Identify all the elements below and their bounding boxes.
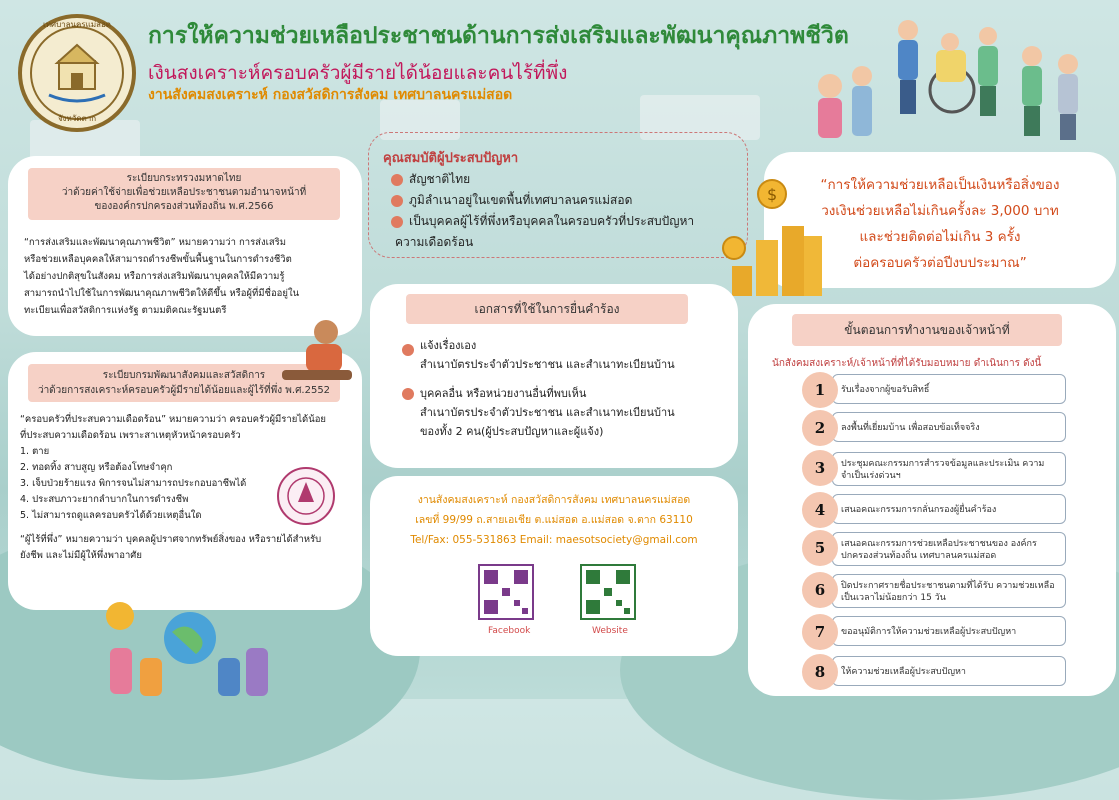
regulation-dsdw-card <box>8 352 362 610</box>
coin-stacks-illustration <box>712 176 824 306</box>
procedure-step-number: 4 <box>802 492 838 528</box>
procedure-step-text: ให้ความช่วยเหลือผู้ประสบปัญหา <box>832 656 1066 686</box>
bullet-icon <box>402 388 414 400</box>
svg-text:$: $ <box>767 185 778 204</box>
contact-text <box>370 490 738 550</box>
procedure-step-number: 7 <box>802 614 838 650</box>
ministry-emblem-icon <box>274 464 338 528</box>
procedure-step-number: 2 <box>802 410 838 446</box>
qr-code-icon <box>480 566 532 618</box>
required-documents-list <box>402 336 675 441</box>
page-title: การให้ความช่วยเหลือประชาชนด้านการส่งเสริมและพัฒนาคุณภาพชีวิต <box>148 23 849 49</box>
document-item-body: สำเนาบัตรประจำตัวประชาชน และสำเนาทะเบียนบ้าน <box>420 406 675 419</box>
procedure-title: ขั้นตอนการทำงานของเจ้าหน้าที่ <box>792 314 1062 346</box>
qualification-text: เป็นบุคคลผู้ไร้ที่พึ่งหรือบุคคลในครอบครัวที่ประสบปัญหา <box>409 214 695 228</box>
earth-care-illustration <box>100 598 280 698</box>
website-qr-label: Website <box>592 626 628 636</box>
cause-item: 1. ตาย <box>20 446 50 457</box>
cause-item: 5. ไม่สามารถดูแลครอบครัวได้ด้วยเหตุอื่นใด <box>20 510 202 521</box>
regulation-moi-body-line: สามารถนำไปใช้ในการพัฒนาคุณภาพชีวิตให้ดีขึ้น หรือผู้ที่มีชื่ออยู่ใน <box>24 288 300 299</box>
cause-item: 2. ทอดทิ้ง สาบสูญ หรือต้องโทษจำคุก <box>20 462 173 473</box>
procedure-step-text: ลงพื้นที่เยี่ยมบ้าน เพื่อสอบข้อเท็จจริง <box>832 412 1066 442</box>
regulation-moi-body <box>24 234 354 319</box>
qualification-text: สัญชาติไทย <box>409 172 471 186</box>
qualification-item <box>391 190 694 211</box>
regulation-moi-title-line3: ขององค์กรปกครองส่วนท้องถิ่น พ.ศ.2566 <box>94 201 274 212</box>
qr-code-icon <box>582 566 634 618</box>
qualification-item <box>391 211 694 232</box>
qualification-text: ภูมิลำเนาอยู่ในเขตพื้นที่เทศบาลนครแม่สอด <box>409 193 633 207</box>
contact-address: เลขที่ 99/99 ถ.สายเอเชีย ต.แม่สอด อ.แม่สอด จ.ตาก 63110 <box>415 514 693 526</box>
procedure-step-text: ประชุมคณะกรรมการสำรวจข้อมูลและประเมิน ความจำเป็นเร่งด่วนฯ <box>832 452 1066 486</box>
contact-phone-email: Tel/Fax: 055-531863 Email: maesotsociety@gmail.com <box>410 534 698 546</box>
assistance-limit-line: และช่วยติดต่อไม่เกิน 3 ครั้ง <box>859 229 1021 245</box>
assistance-limit-line: ต่อครอบครัวต่อปีงบประมาณ” <box>853 255 1027 271</box>
regulation-dsdw-intro-line: ที่ประสบความเดือดร้อน เพราะสาเหตุหัวหน้าครอบครัว <box>20 430 241 441</box>
document-item-body: สำเนาบัตรประจำตัวประชาชน และสำเนาทะเบียนบ้าน <box>420 358 675 371</box>
document-item <box>402 336 675 355</box>
bullet-icon <box>391 216 403 228</box>
assistance-limit-line: “การให้ความช่วยเหลือเป็นเงินหรือสิ่งของ <box>820 177 1060 193</box>
regulation-dsdw-intro-line: “ครอบครัวที่ประสบความเดือดร้อน” หมายความว่า ครอบครัวผู้มีรายได้น้อย <box>20 414 326 425</box>
facebook-qr-code[interactable] <box>478 564 534 620</box>
document-item-body: ของทั้ง 2 คน(ผู้ประสบปัญหาและผู้แจ้ง) <box>420 425 604 438</box>
regulation-moi-body-line: ทะเบียนเพื่อสวัสดิการแห่งรัฐ ตามมติคณะรัฐมนตรี <box>24 305 227 316</box>
regulation-moi-body-line: “การส่งเสริมและพัฒนาคุณภาพชีวิต” หมายความว่า การส่งเสริม <box>24 237 287 248</box>
regulation-dsdw-footer-line: “ผู้ไร้ที่พึ่ง” หมายความว่า บุคคลผู้ปราศจากทรัพย์สิ่งของ หรือรายได้สำหรับ <box>20 534 322 545</box>
document-item <box>402 384 675 403</box>
procedure-step-number: 3 <box>802 450 838 486</box>
qualification-text-cont: ความเดือดร้อน <box>395 235 474 249</box>
regulation-dsdw-title-line1: ระเบียบกรมพัฒนาสังคมและสวัสดิการ <box>102 370 266 381</box>
contact-card <box>370 476 738 656</box>
regulation-moi-title-line1: ระเบียบกระทรวงมหาดไทย <box>126 173 242 184</box>
required-documents-title: เอกสารที่ใช้ในการยื่นคำร้อง <box>406 294 688 324</box>
facebook-qr-label: Facebook <box>488 626 531 636</box>
bullet-icon <box>391 195 403 207</box>
cause-item: 3. เจ็บป่วยร้ายแรง พิการจนไม่สามารถประกอบอาชีพได้ <box>20 478 247 489</box>
procedure-subtitle: นักสังคมสงเคราะห์/เจ้าหน้าที่ที่ได้รับมอบหมาย ดำเนินการ ดังนี้ <box>772 358 1042 369</box>
cause-item: 4. ประสบภาวะยากลำบากในการดำรงชีพ <box>20 494 189 505</box>
assistance-limit-line: วงเงินช่วยเหลือไม่เกินครั้งละ 3,000 บาท <box>821 203 1059 219</box>
procedure-step-number: 1 <box>802 372 838 408</box>
document-item-head: แจ้งเรื่องเอง <box>420 339 477 352</box>
page-subtitle: เงินสงเคราะห์ครอบครัวผู้มีรายได้น้อยและคนไร้ที่พึ่ง <box>148 62 568 84</box>
seal-text-bottom: จังหวัดตาก <box>57 114 97 123</box>
procedure-step-text: เสนอคณะกรรมการกลั่นกรองผู้ยื่นคำร้อง <box>832 494 1066 524</box>
caregivers-illustration <box>800 16 1112 146</box>
procedure-card <box>748 304 1116 696</box>
department-line: งานสังคมสงเคราะห์ กองสวัสดิการสังคม เทศบาลนครแม่สอด <box>148 87 513 103</box>
regulation-moi-body-line: ได้อย่างปกติสุขในสังคม หรือการส่งเสริมพัฒนาบุคคลให้มีความรู้ <box>24 271 285 282</box>
bullet-icon <box>402 344 414 356</box>
procedure-step-text: ปิดประกาศรายชื่อประชาชนตามที่ได้รับ ความช่วยเหลือ เป็นเวลาไม่น้อยกว่า 15 วัน <box>832 574 1066 608</box>
qualification-item <box>391 169 694 190</box>
seal-emblem-icon <box>27 23 127 123</box>
procedure-step-text: รับเรื่องจากผู้ขอรับสิทธิ์ <box>832 374 1066 404</box>
person-in-need-illustration <box>276 316 362 388</box>
seal-text-top: เทศบาลนครแม่สอด <box>43 20 111 29</box>
procedure-steps <box>802 372 1102 690</box>
regulation-dsdw-footer-line: ยังชีพ และไม่มีผู้ให้พึ่งพาอาศัย <box>20 550 142 561</box>
regulation-moi-card <box>8 156 362 336</box>
contact-office: งานสังคมสงเคราะห์ กองสวัสดิการสังคม เทศบาลนครแม่สอด <box>417 494 691 506</box>
website-qr-code[interactable] <box>580 564 636 620</box>
regulation-moi-title-line2: ว่าด้วยค่าใช้จ่ายเพื่อช่วยเหลือประชาชนตามอำนาจหน้าที่ <box>61 187 307 198</box>
procedure-step-text: ขออนุมัติการให้ความช่วยเหลือผู้ประสบปัญหา <box>832 616 1066 646</box>
procedure-step-text: เสนอคณะกรรมการช่วยเหลือประชาชนของ องค์กรปกครองส่วนท้องถิ่น เทศบาลนครแม่สอด <box>832 532 1066 566</box>
required-documents-card <box>370 284 738 468</box>
qualifications-list <box>391 169 694 253</box>
bullet-icon <box>391 174 403 186</box>
procedure-step-number: 5 <box>802 530 838 566</box>
document-item-head: บุคคลอื่น หรือหน่วยงานอื่นที่พบเห็น <box>420 387 587 400</box>
regulation-dsdw-title-line2: ว่าด้วยการสงเคราะห์ครอบครัวผู้มีรายได้น้อยและผู้ไร้ที่พึ่ง พ.ศ.2552 <box>37 385 331 396</box>
procedure-step-number: 6 <box>802 572 838 608</box>
procedure-step-number: 8 <box>802 654 838 690</box>
qualifications-box <box>368 132 748 258</box>
regulation-moi-title <box>28 168 340 220</box>
regulation-moi-body-line: หรือช่วยเหลือบุคคลให้สามารถดำรงชีพขั้นพื้นฐานในการดำรงชีวิต <box>24 254 292 265</box>
qualifications-title: คุณสมบัติผู้ประสบปัญหา <box>383 151 519 166</box>
